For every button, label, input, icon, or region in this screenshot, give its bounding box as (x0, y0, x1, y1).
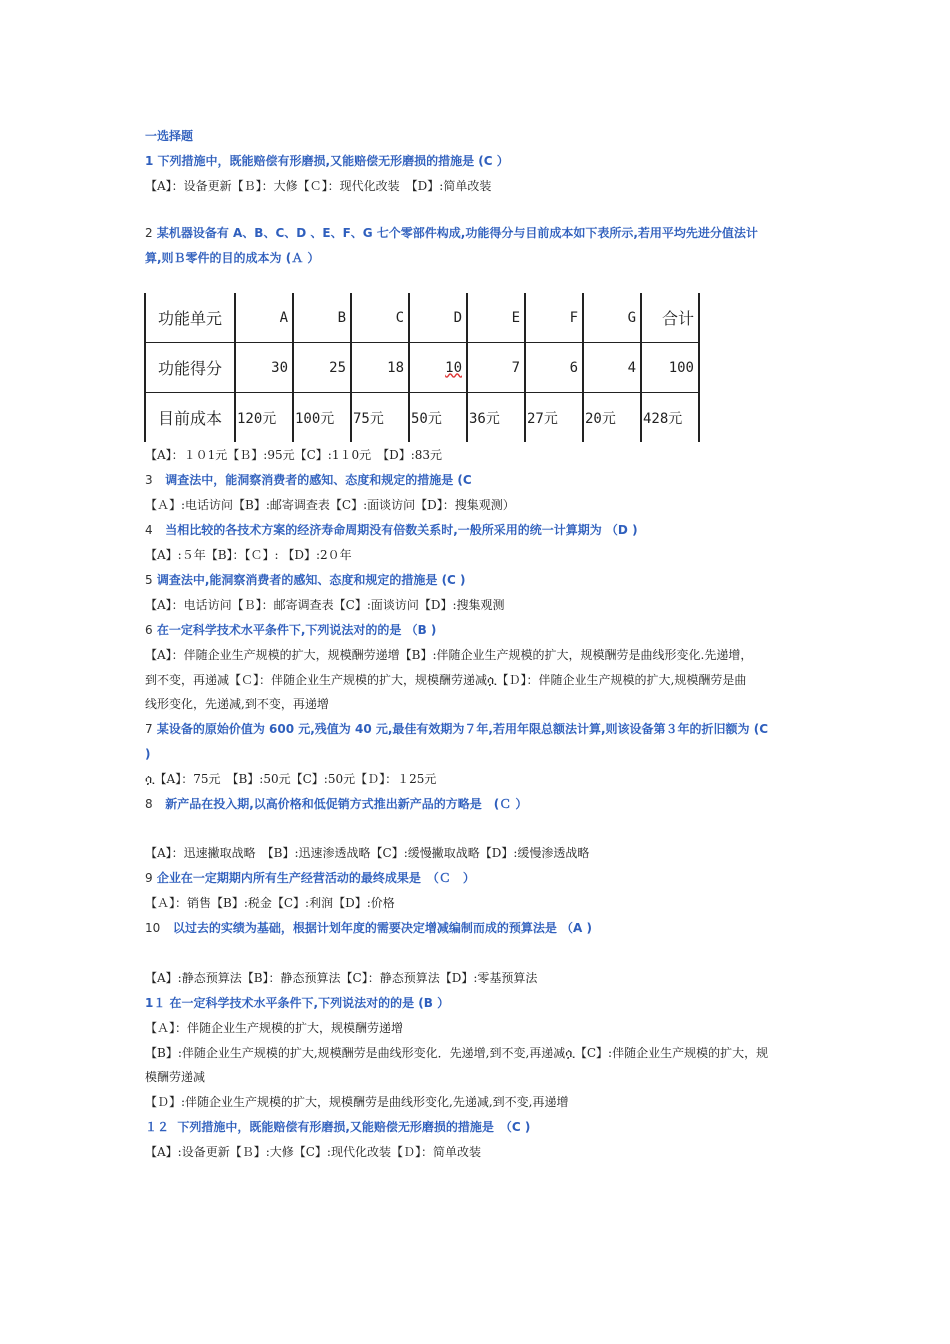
question-number: 2 (145, 226, 153, 240)
question-6-options: 到不变，再递减【Ｃ】：伴随企业生产规模的扩大，规模酬劳递减ሷ【Ｄ】：伴随企业生产规模的扩大,规模酬劳是曲 (145, 673, 747, 687)
table-cell: 36元 (467, 393, 525, 443)
question-2-line2: 算,则Ｂ零件的目的成本为 (Ａ ） (145, 251, 320, 265)
question-5-options: 【A】：电话访问【Ｂ】：邮寄调查表【C】:面谈访问【D】:搜集观测 (145, 598, 505, 612)
question-number: 8 (145, 797, 153, 811)
question-number: 10 (145, 921, 161, 935)
question-6 (145, 622, 436, 638)
question-number: 7 (145, 722, 153, 736)
table-cell: 30 (235, 343, 293, 393)
question-11 (145, 995, 449, 1011)
question-text: 下列措施中，既能赔偿有形磨损,又能赔偿无形磨损的措施是 (C ） (157, 154, 509, 168)
question-text: 下列措施中，既能赔偿有形磨损,又能赔偿无形磨损的措施是 （C ) (177, 1120, 531, 1134)
question-12 (145, 1119, 530, 1135)
table-cell: 50元 (409, 393, 467, 443)
question-10 (145, 920, 592, 936)
question-text: 新产品在投入期,以高价格和低促销方式推出新产品的方略是 (Ｃ ） (165, 797, 528, 811)
question-12-options: 【A】:设备更新【Ｂ】:大修【C】:现代化改装【Ｄ】：简单改装 (145, 1145, 481, 1159)
question-3-options: 【Ａ】:电话访问【B】:邮寄调查表【C】:面谈访问【D】：搜集观测） (145, 498, 515, 512)
table-row (145, 343, 699, 393)
question-11-option-d: 【Ｄ】:伴随企业生产规模的扩大，规模酬劳是曲线形变化,先递减,到不变,再递增 (145, 1095, 569, 1109)
table-cell: 100 (641, 343, 699, 393)
question-10-options: 【A】:静态预算法【B】：静态预算法【C】：静态预算法【D】:零基预算法 (145, 971, 538, 985)
question-4 (145, 522, 638, 538)
table-cell: 目前成本 (145, 393, 235, 443)
question-number: 9 (145, 871, 153, 885)
question-number: 1 (145, 154, 154, 168)
question-3 (145, 472, 472, 488)
question-text: 调查法中，能洞察消费者的感知、态度和规定的措施是 (C (165, 473, 472, 487)
table-cell: 合计 (641, 293, 699, 343)
question-1 (145, 153, 509, 169)
question-text: 某设备的原始价值为 600 元,残值为 40 元,最佳有效期为７年,若用年限总额法计算,则该设备第３年的折旧额为 (C (156, 722, 768, 736)
section-title: 一选择题 (145, 129, 194, 143)
question-7 (145, 721, 768, 737)
table-cell: 4 (583, 343, 641, 393)
table-cell: 428元 (641, 393, 699, 443)
table-cell: 20元 (583, 393, 641, 443)
table-cell: 25 (293, 343, 351, 393)
question-text: 在一定科学技术水平条件下,下列说法对的的是 (B ） (169, 996, 450, 1010)
table-cell: 75元 (351, 393, 409, 443)
question-5 (145, 572, 466, 588)
question-text: 当相比较的各技术方案的经济寿命周期没有倍数关系时,一般所采用的统一计算期为 （D ) (165, 523, 638, 537)
question-7-line2: ) (145, 747, 151, 761)
table-cell: 6 (525, 343, 583, 393)
function-cost-table (144, 293, 700, 442)
question-8 (145, 796, 527, 812)
table-cell: G (583, 293, 641, 343)
question-number: 6 (145, 623, 153, 637)
table-cell: 7 (467, 343, 525, 393)
question-text: 某机器设备有 A、B、C、D 、E、F、G 七个零部件构成,功能得分与目前成本如下表所示,若用平均先进分值法计 (156, 226, 758, 240)
question-2 (145, 225, 758, 241)
question-text: 调查法中,能洞察消费者的感知、态度和规定的措施是 (C ) (156, 573, 466, 587)
table-cell: C (351, 293, 409, 343)
table-row (145, 393, 699, 443)
question-text: 在一定科学技术水平条件下,下列说法对的的是 （B ) (156, 623, 437, 637)
question-number: １２ (145, 1120, 170, 1134)
table-cell: 100元 (293, 393, 351, 443)
table-header-row (145, 293, 699, 343)
table-cell: 120元 (235, 393, 293, 443)
question-11-option-a: 【Ａ】：伴随企业生产规模的扩大，规模酬劳递增 (145, 1021, 404, 1035)
question-2-options: 【A】：１０1元【Ｂ】:95元【C】:1１0元 【D】:83元 (145, 448, 443, 462)
question-6-options: 【A】：伴随企业生产规模的扩大，规模酬劳递增【B】:伴随企业生产规模的扩大，规模酬劳是曲线形变化.先递增， (145, 648, 753, 662)
table-cell: D (409, 293, 467, 343)
question-number: 3 (145, 473, 153, 487)
table-cell: 18 (351, 343, 409, 393)
question-11-option-bc: 【B】:伴随企业生产规模的扩大,规模酬劳是曲线形变化．先递增,到不变,再递减ሷ【C】:伴随企业生产规模的扩大，规 (145, 1046, 769, 1060)
question-text: 企业在一定期期内所有生产经营活动的最终成果是 （Ｃ ） (156, 871, 475, 885)
question-text: 以过去的实绩为基础，根据计划年度的需要决定增减编制而成的预算法是 （A ) (172, 921, 592, 935)
table-cell: 10 (409, 343, 467, 393)
table-cell: 功能单元 (145, 293, 235, 343)
question-6-options: 线形变化，先递减,到不变，再递增 (145, 697, 329, 711)
table-cell: E (467, 293, 525, 343)
question-7-options: ሷ【A】：75元 【B】:50元【C】:50元【Ｄ】：１25元 (145, 772, 437, 786)
table-cell: A (235, 293, 293, 343)
question-11-option-bc: 模酬劳递减 (145, 1070, 206, 1084)
question-9-options: 【Ａ】：销售【B】:税金【C】:利润【D】:价格 (145, 896, 395, 910)
question-number: 4 (145, 523, 153, 537)
question-4-options: 【A】:５年【B】：【Ｃ】: 【D】:2０年 (145, 548, 352, 562)
question-9 (145, 870, 475, 886)
table-cell: F (525, 293, 583, 343)
question-number: 5 (145, 573, 153, 587)
table-cell: 功能得分 (145, 343, 235, 393)
table-cell: B (293, 293, 351, 343)
question-8-options: 【A】：迅速撇取战略 【B】:迅速渗透战略【C】:缓慢撇取战略【D】:缓慢渗透战略 (145, 846, 590, 860)
table-cell: 27元 (525, 393, 583, 443)
question-number: 1１ (145, 996, 166, 1010)
question-1-options: 【A】：设备更新【Ｂ】：大修【Ｃ】：现代化改装 【D】:简单改装 (145, 179, 492, 193)
